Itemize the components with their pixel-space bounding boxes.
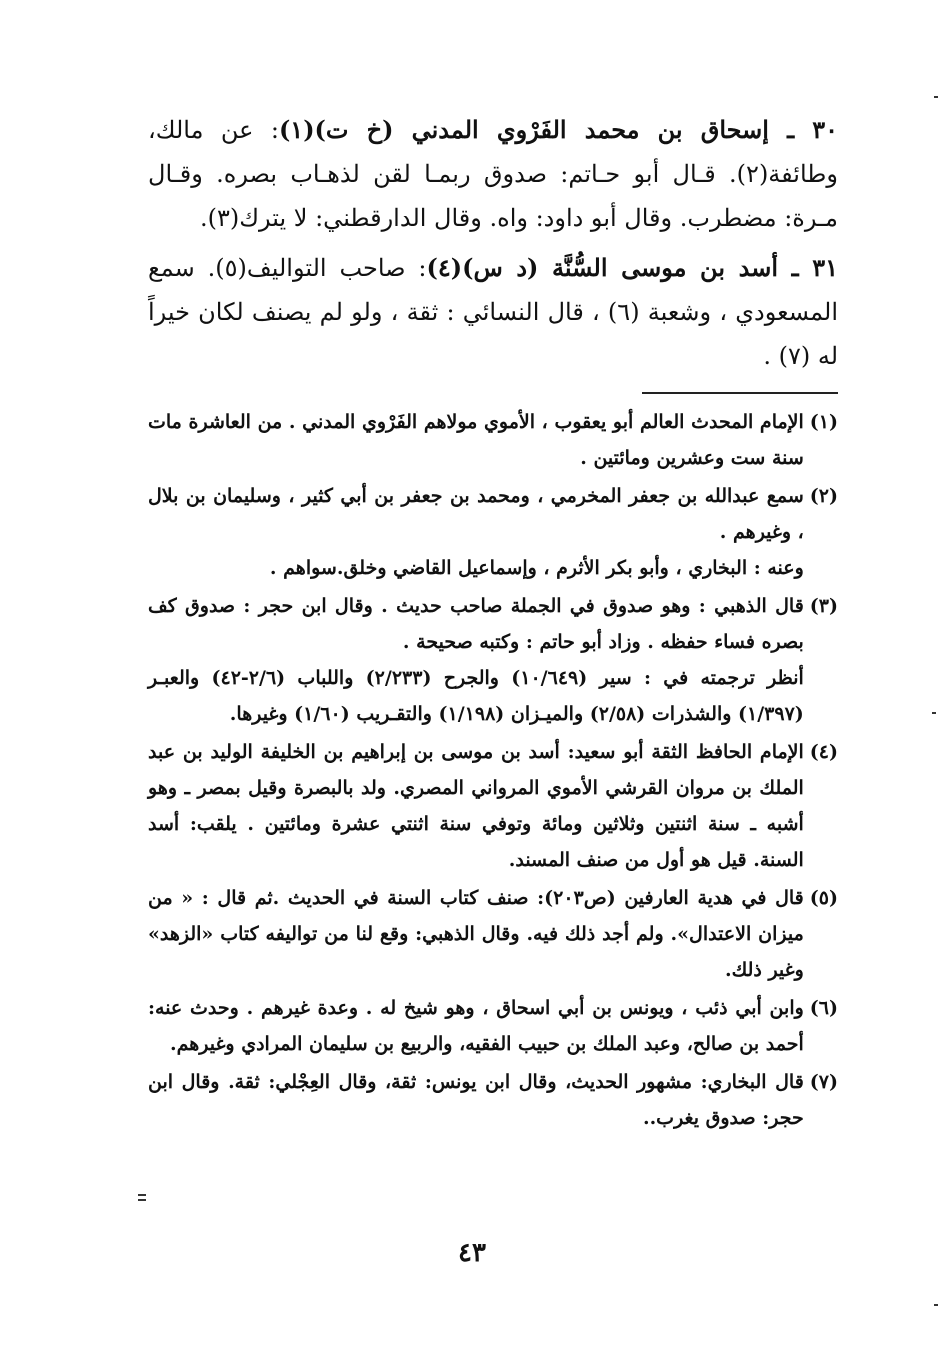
footnotes <box>148 404 838 1136</box>
footnote-number: (٧) <box>809 1071 838 1093</box>
scan-speck <box>934 96 938 98</box>
scan-speck <box>138 1194 146 1196</box>
page-number: ٤٣ <box>458 1238 486 1268</box>
entry-31-heading: ٣١ ـ أسد بن موسى السُّنَّة (د س)(٤) <box>426 253 838 282</box>
footnote-3 <box>148 588 838 732</box>
scan-speck <box>932 712 936 714</box>
entry-31 <box>148 246 838 378</box>
entry-30-text: : عن مالك، وطائفة(٢). قـال أبو حـاتم: صدوق ربمـا لقن لذهـاب بصره. وقـال مـرة: مضطرب. وقال أبو داود: واه. وقال الدارقطني: لا يترك(٣). <box>148 116 838 232</box>
footnote-5 <box>148 880 838 988</box>
scan-speck <box>934 1304 938 1306</box>
footnote-text: الإمام الحافظ الثقة أبو سعيد: أسد بن موسى بن إبراهيم بن الخليفة الوليد بن عبد الملك بن مروان القرشي الأموي المرواني المصري. ولد بالبصرة وقيل بمصر ـ وهو أشبه ـ سنة اثنتين وثلاثين ومائة وتوفي سنة اثنتي عشرة ومائتين . يلقب: أسد السنة. قيل هو أول من صنف المسند. <box>148 741 804 871</box>
entry-31-text: : صاحب التواليف(٥). سمع المسعودي ، وشعبة (٦) ، قال النسائي : ثقة ، ولو لم يصنف لكان خيراً له (٧) . <box>148 254 838 370</box>
footnote-text: سمع عبدالله بن جعفر المخرمي ، ومحمد بن جعفر بن أبي كثير ، وسليمان بن بلال ، وغيرهم . <box>148 485 804 543</box>
scan-speck <box>138 1199 146 1201</box>
footnote-number: (٥) <box>809 887 838 909</box>
footnote-text: قال في هدية العارفين (ص٢٠٣): صنف كتاب السنة في الحديث .ثم قال : « من ميزان الاعتدال». ولم أجد ذلك فيه. وقال الذهبي: وقع لنا من تواليفه كتاب «الزهد» وغير ذلك. <box>148 887 804 981</box>
footnote-number: (٦) <box>809 997 838 1019</box>
footnote-text: أنظر ترجمته في : سير (١٠/٦٤٩) والجرح (٢/٢٣٣) واللباب (٢/٦-٤٢) والعبـر (١/٣٩٧) والشذرات (٢/٥٨) والميـزان (١/١٩٨) والتقـريب (١/٦٠) وغيرها. <box>148 667 804 725</box>
footnote-1 <box>148 404 838 476</box>
entry-30-heading: ٣٠ ـ إسحاق بن محمد الفَرْوي المدني (خ ت)(١) <box>278 115 839 144</box>
footnote-text: قال البخاري: مشهور الحديث، وقال ابن يونس: ثقة، وقال العِجْلي: ثقة. وقال ابن حجر: صدوق يغرب.. <box>148 1071 804 1129</box>
footnote-text: الإمام المحدث العالم أبو يعقوب ، الأموي مولاهم الفَرْوي المدني . من العاشرة مات سنة ست وعشرين ومائتين . <box>148 411 804 469</box>
entry-30 <box>148 108 838 240</box>
footnote-6 <box>148 990 838 1062</box>
footnote-separator <box>642 392 838 394</box>
footnote-7 <box>148 1064 838 1136</box>
footnote-text: وابن أبي ذئب ، ويونس بن أبي اسحاق ، وهو شيخ له . وعدة غيرهم . وحدث عنه: أحمد بن صالح، وعبد الملك بن حبيب الفقيه، والربيع بن سليمان المرادي وغيرهم. <box>148 997 804 1055</box>
footnote-2 <box>148 478 838 586</box>
footnote-number: (١) <box>809 411 838 433</box>
footnote-number: (٤) <box>809 741 838 763</box>
footnote-text: وعنه : البخاري ، وأبو بكر الأثرم ، وإسماعيل القاضي وخلق.سواهم . <box>269 557 804 579</box>
footnote-number: (٢) <box>809 485 838 507</box>
page-content <box>148 108 838 1138</box>
footnote-4 <box>148 734 838 878</box>
footnote-number: (٣) <box>809 595 838 617</box>
footnote-text: قال الذهبي : وهو صدوق في الجملة صاحب حديث . وقال ابن حجر : صدوق كف بصره فساء حفظه . وزاد أبو حاتم : وكتبه صحيحة . <box>148 595 804 653</box>
